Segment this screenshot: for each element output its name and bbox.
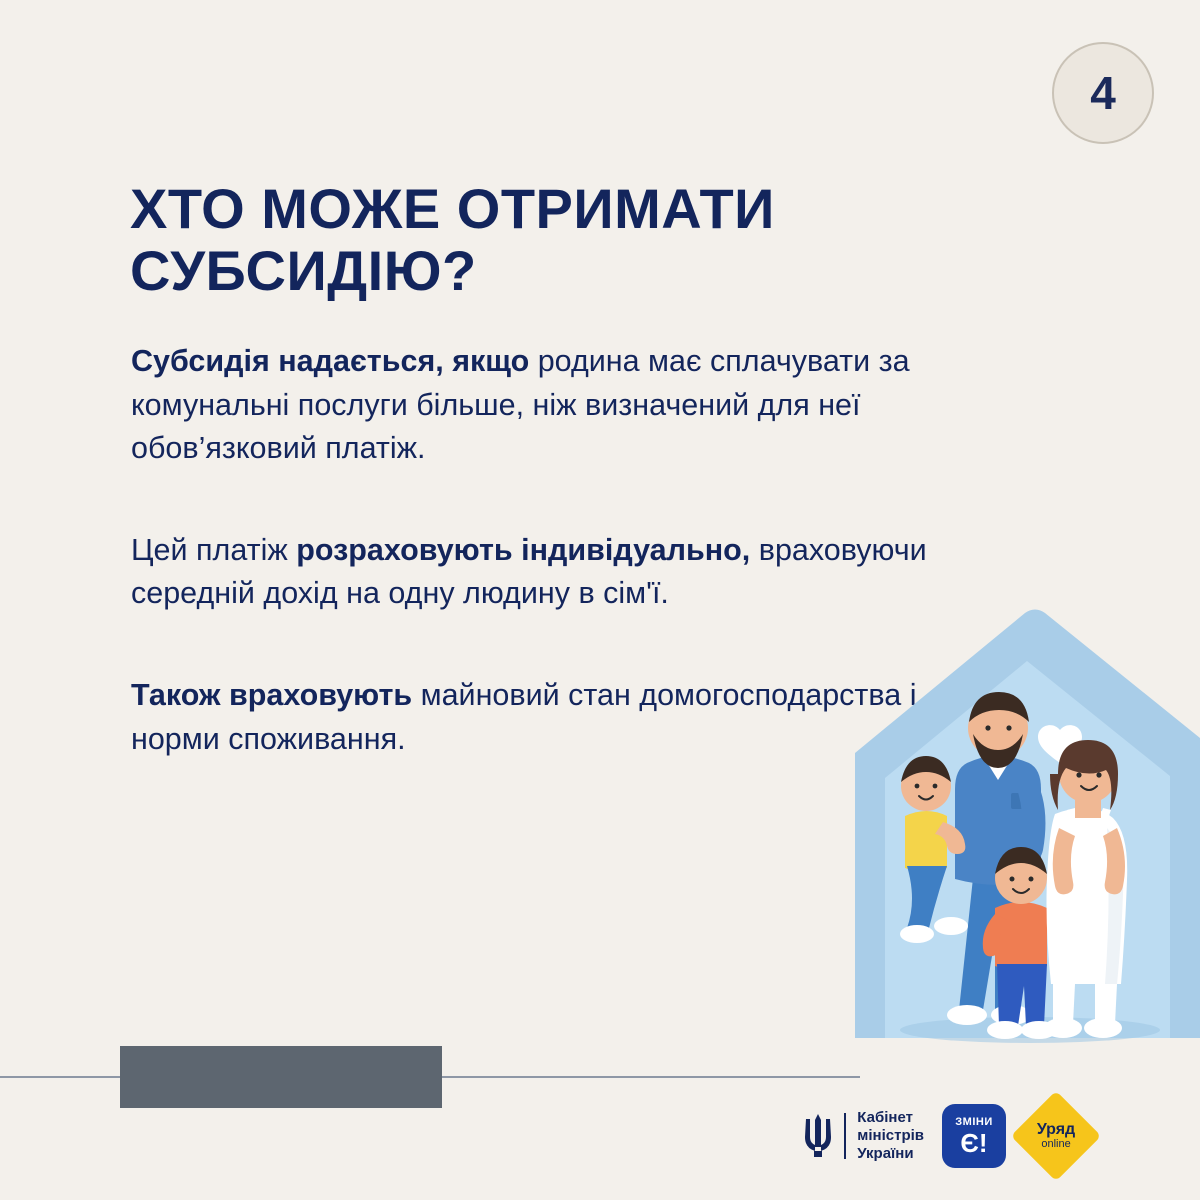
paragraph-2-bold-mid: розраховують індивідуально,: [296, 532, 751, 567]
cmu-line-1: Кабінет: [857, 1108, 913, 1126]
paragraph-3: [131, 674, 931, 761]
footer-logos: [803, 1100, 1088, 1172]
paragraph-2-lead: Цей платіж: [131, 532, 297, 567]
ukraine-trident-icon: [803, 1113, 833, 1159]
logo-divider: [844, 1113, 846, 1159]
zminy-main-text: Є!: [960, 1127, 988, 1158]
cmu-line-3: України: [857, 1145, 914, 1163]
paragraph-3-rest: майновий стан домогосподарства і норми споживання.: [131, 678, 917, 756]
family-in-house-illustration: [855, 578, 1200, 1088]
uryad-sub-text: online: [1041, 1137, 1071, 1150]
paragraph-1-bold-lead: Субсидія надається, якщо: [131, 344, 530, 378]
paragraph-2: [131, 529, 931, 616]
uryad-inner: [1037, 1122, 1075, 1150]
uryad-online-logo: [1011, 1091, 1102, 1182]
paragraph-3-bold-lead: Також враховують: [131, 678, 413, 713]
cmu-line-2: міністрів: [857, 1126, 924, 1144]
page-number-badge: [1052, 42, 1154, 144]
page-number-value: 4: [1090, 67, 1116, 119]
uryad-main-text: Уряд: [1036, 1120, 1076, 1138]
zminy-ye-logo: [942, 1104, 1006, 1168]
cabinet-of-ministers-logo: [803, 1109, 924, 1164]
bottom-accent-block: [120, 1046, 442, 1108]
paragraph-1-rest: родина має сплачувати за комунальні послуги більше, ніж визначений для неї обов’язковий платіж.: [131, 344, 910, 466]
cabinet-of-ministers-text: [857, 1109, 924, 1164]
zminy-top-text: ЗМІНИ: [955, 1115, 993, 1128]
paragraph-2-rest: враховуючи середній дохід на одну людину в сім'ї.: [131, 532, 927, 611]
body-copy: [131, 340, 931, 761]
page-title: ХТО МОЖЕ ОТРИМАТИ СУБСИДІЮ?: [130, 176, 775, 303]
paragraph-1: [131, 340, 931, 471]
